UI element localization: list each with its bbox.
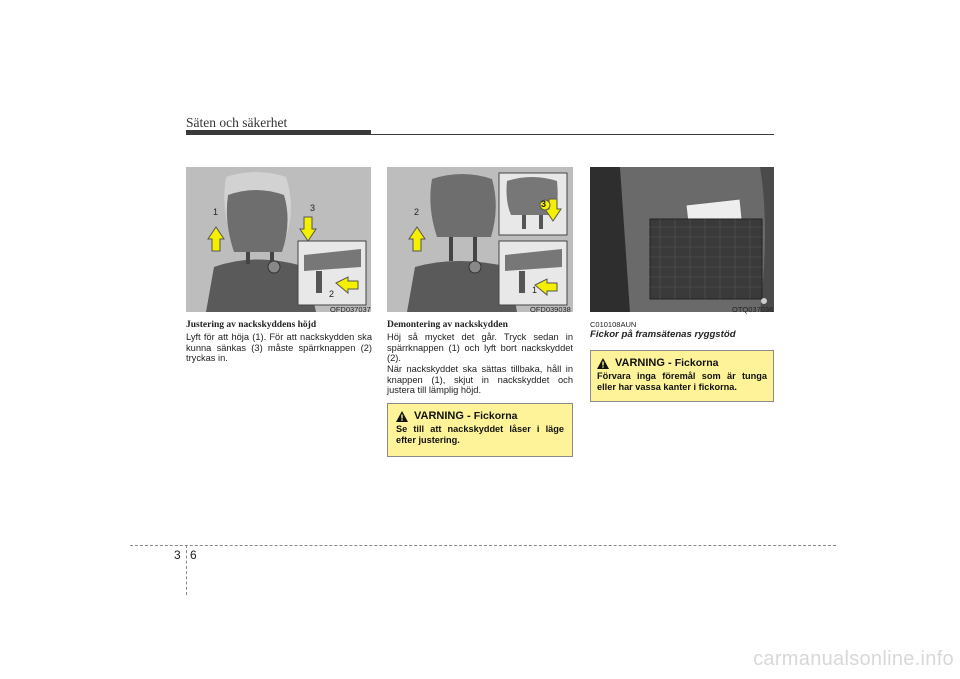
figure-callout-2: 2 <box>414 207 420 217</box>
watermark-text: carmanualsonline.info <box>753 648 954 670</box>
seatback-pocket-figure <box>590 167 774 312</box>
section-header-title: Säten och säkerhet <box>186 115 288 130</box>
section-code: C010108AUN <box>590 320 637 329</box>
warning-header <box>396 410 564 422</box>
figure-code: OFD037037 <box>330 305 371 314</box>
warning-header <box>597 357 767 369</box>
figure-callout-1: 1 <box>532 285 538 295</box>
warning-box <box>590 350 774 402</box>
figure-code: OFD039038 <box>530 305 571 314</box>
body-paragraph: Lyft för att höja (1). För att nackskydden ska kunna sänkas (3) måste spärrknappen (2) tryckas in. <box>186 332 372 364</box>
figure-callout-1: 1 <box>213 207 219 217</box>
warning-topic: Fickorna <box>674 357 719 369</box>
figure-code: OTQ037036 <box>732 305 774 314</box>
body-paragraph: Höj så mycket det går. Tryck sedan in spärrknappen (1) och lyft bort nackskyddet (2). <box>387 332 573 364</box>
page-footer-divider <box>186 545 187 595</box>
page-number: 6 <box>190 548 197 562</box>
warning-triangle-icon <box>396 411 408 422</box>
section-title: Fickor på framsätenas ryggstöd <box>590 329 736 340</box>
chapter-number: 3 <box>174 548 181 562</box>
warning-text: Se till att nackskyddet låser i läge efter justering. <box>396 424 564 445</box>
warning-topic: Fickorna <box>473 410 518 422</box>
warning-box <box>387 403 573 457</box>
headrest-removal-figure <box>387 167 573 312</box>
warning-label: VARNING - <box>414 410 474 422</box>
headrest-adjust-figure <box>186 167 371 312</box>
header-rule <box>186 134 774 135</box>
section-title: Demontering av nackskydden <box>387 320 508 330</box>
warning-label: VARNING - <box>615 357 675 369</box>
warning-triangle-icon <box>597 358 609 369</box>
figure-callout-3: 3 <box>541 199 547 209</box>
page-footer-rule <box>130 545 836 546</box>
figure-callout-3: 3 <box>310 203 316 213</box>
body-paragraph: När nackskyddet ska sättas tillbaka, håll in knappen (1), skjut in nackskyddet och justera till lämplig höjd. <box>387 364 573 396</box>
section-title: Justering av nackskyddens höjd <box>186 320 317 330</box>
warning-text: Förvara inga föremål som är tunga eller har vassa kanter i fickorna. <box>597 371 767 392</box>
figure-callout-2: 2 <box>329 289 335 299</box>
